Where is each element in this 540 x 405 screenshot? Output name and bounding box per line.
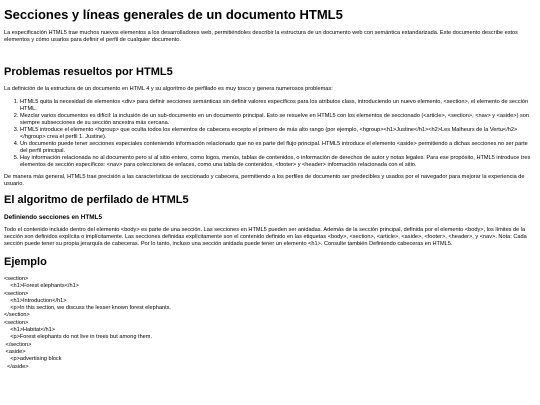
problems-lead: La definición de la estructura de un documento en HTML 4 y su algoritmo de perfilado es muy tosco y genera numerosos problemas: xyxy=(4,86,333,92)
example-code xyxy=(4,276,535,371)
spacer xyxy=(4,50,535,66)
code-line: <h1>Habitat</h1> xyxy=(4,327,56,334)
problems-closing: De manera más general, HTML5 trae precisión a las características de seccionado y cabecera, permitiendo a los perfiles de documento ser predecibles y usados por el navegador para mejorar la experiencia de usuario. xyxy=(4,174,525,187)
code-line: <section> xyxy=(4,290,29,297)
code-line: <h1>Introduction</h1> xyxy=(4,297,67,304)
code-line: <h1>Forest elephants</h1> xyxy=(4,283,79,290)
list-item: 4. Un documento puede tener secciones especiales conteniendo información relacionado que no es parte del flujo principal. HTML5 introduce el elemento <aside> permitiendo a dichas secciones no ser parte del perfil principal. xyxy=(20,141,535,155)
example-heading: Ejemplo xyxy=(4,256,47,268)
algorithm-text: Todo el contenido incluido dentro del elemento <body> es parte de una sección. Las secciones en HTML5 pueden ser anidadas. Además de la sección principal, definida por el elemento <body>, los límites de la sección son definidos explícita o implícitamente. Las secciones definidas explícitamente son el contenido definido en las etiquetas <body>, <section>, <article>, <aside>, <footer>, <header>, y <nav>. Nota: Cada sección puede tener su propia jerarquía de cabeceras. Por lo tanto, incluso una sección anidada puede tener un elemento <h1>. Consulte también Definiendo cabeceras en HTML5. xyxy=(4,227,527,247)
list-item: 5. Hay información relacionada no al documento pero sí al sitio entero, como logos, menús, tablas de contenidos, o información de derechos de autor y notas legales. Para ese propósito, HTML5 introduce tres elementos de sección específicos: <nav> para colecciones de enlaces, como una tabla de contenidos, <footer> y <header> información relacionada con el sitio. xyxy=(20,155,535,169)
algorithm-subheading: Definiendo secciones en HTML5 xyxy=(4,214,103,221)
code-line: <section> xyxy=(4,319,29,326)
list-item: 3. HTML5 introduce el elemento <hgroup> que oculta todos los elementos de cabecera excepto el primero de más alto rango (por ejemplo, <hgroup><h1>Justine</h1><h2>Les Malheurs de la Vertu</h2></hgroup> crea el perfil 1. Justine). xyxy=(20,127,535,141)
code-line: <p>Forest elephants do not live in trees but among them. xyxy=(4,334,153,341)
intro-paragraph: La especificación HTML5 trae muchos nuevos elementos a los desarrolladores web, permitiéndoles describir la estructura de un documento web con semántica estandarizada. Este documento describe estos elementos y cómo usarlos para definir el perfil de cualquier documento. xyxy=(4,30,518,43)
code-line: <aside> xyxy=(4,348,26,355)
code-line: </section> xyxy=(4,341,32,348)
algorithm-heading: El algoritmo de perfilado de HTML5 xyxy=(4,194,189,206)
list-item: 1. HTML5 quita la necesidad de elementos <div> para definir secciones semánticas sin definir valores específicos para los atributos class, introduciendo un nuevo elemento, <section>, el elemento de sección HTML. xyxy=(20,99,535,113)
problems-list xyxy=(4,99,535,169)
code-line: </section> xyxy=(4,312,30,319)
page-title: Secciones y líneas generales de un documento HTML5 xyxy=(4,7,343,22)
problems-heading: Problemas resueltos por HTML5 xyxy=(4,66,173,78)
code-line: </aside> xyxy=(4,363,29,370)
code-line: <section> xyxy=(4,276,29,282)
list-item: 2. Mezclar varios documentos es difícil: la inclusión de un sub-documento en un documento principal. Esto se resuelve en HTML5 con los elementos de seccionado (<article>, <section>, <nav> y <aside>) son siempre subsecciones de su sección ancestra más cercana. xyxy=(20,113,535,127)
code-line: <p>In this section, we discuss the lesser known forest elephants. xyxy=(4,305,171,312)
code-line: <p>advertising block xyxy=(4,356,62,363)
